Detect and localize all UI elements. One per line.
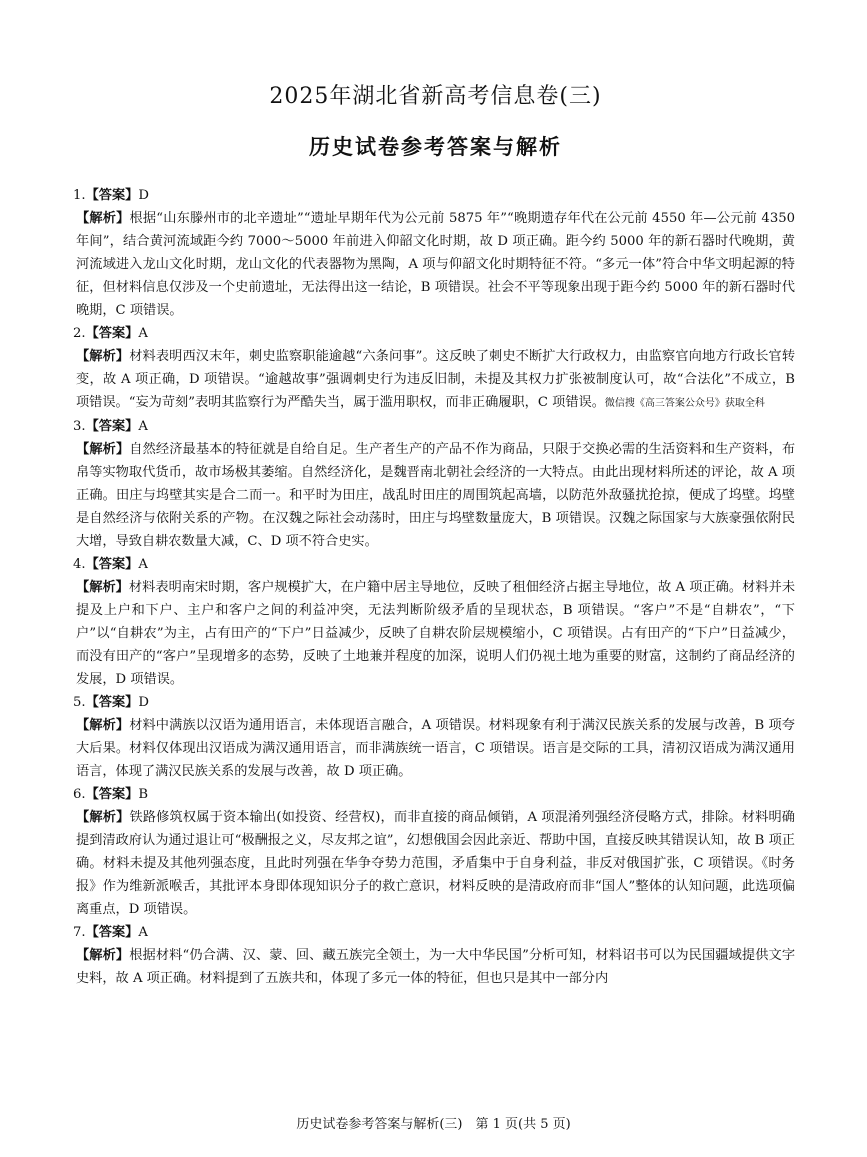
analysis-text: 自然经济最基本的特征就是自给自足。生产者生产的产品不作为商品，只限于交换必需的生活资料和生产资料，布帛等实物取代货币，故市场极其萎缩。自然经济化，是魏晋南北朝社会经济的一大特点。由此出现材料所述的评论，故 A 项正确。田庄与坞壁其实是合二而一。和平时为田庄，战乱时田庄的周围筑起高墙，以防范外敌骚扰抢掠，便成了坞壁。坞壁是自然经济与依附关系的产物。在汉魏之际社会动荡时，田庄与坞壁数量庞大，B 项错误。汉魏之际国家与大族豪强依附民大增，导致自耕农数量大减，C、D 项不符合史实。 [76,442,796,549]
page-title: 2025年湖北省新高考信息卷(三) [269,84,602,109]
analysis-paragraph [76,714,795,783]
answer-label: 【答案】 [85,695,139,710]
answer-line [73,783,795,806]
answer-line [73,322,795,345]
question-number: 1. [73,188,86,203]
answer-value: B [138,787,149,802]
question-number: 5. [73,695,86,710]
answer-item-4 [73,553,796,691]
answer-label: 【答案】 [85,419,139,434]
analysis-label: 【解析】 [76,211,130,226]
answer-item-3 [73,415,796,553]
answer-label: 【答案】 [85,787,139,802]
answer-line [73,184,795,207]
question-number: 7. [73,925,86,940]
analysis-label: 【解析】 [76,349,130,364]
analysis-text: 材料表明西汉末年，刺史监察职能逾越“六条问事”。这反映了刺史不断扩大行政权力，由监察官向地方行政长官转变，故 A 项正确，D 项错误。“逾越故事”强调刺史行为违反旧制，未提及其权力扩张被制度认可，故“合法化”不成立，B 项错误。“妄为苛刻”表明其监察行为严酷失当，属于滥用职权，而非正确履职，C 项错误。 [76,349,796,410]
answer-label: 【答案】 [85,557,139,572]
answers-list [73,184,796,990]
analysis-paragraph [76,576,795,691]
analysis-paragraph [76,438,795,553]
answer-value: D [138,695,149,710]
page-subtitle: 历史试卷参考答案与解析 [309,135,562,159]
answer-line [73,921,795,944]
analysis-text: 材料表明南宋时期，客户规模扩大，在户籍中居主导地位，反映了租佃经济占据主导地位，故 A 项正确。材料并未提及上户和下户、主户和客户之间的利益冲突，无法判断阶级矛盾的呈现状态，B 项错误。“客户”不是“自耕农”，“下户”以“自耕农”为主，占有田产的“下户”日益减少，反映了自耕农阶层规模缩小，C 项错误。占有田产的“下户”日益减少，而没有田产的“客户”呈现增多的态势，反映了土地兼并程度的加深，说明人们仍视土地为重要的财富，这制约了商品经济的发展，D 项错误。 [76,580,796,687]
question-number: 6. [73,787,86,802]
answer-label: 【答案】 [85,326,139,341]
answer-value: D [138,188,149,203]
answer-value: A [138,925,148,940]
analysis-paragraph [76,345,795,415]
analysis-paragraph [76,207,795,322]
answer-item-6 [73,783,795,921]
answer-item-2 [73,322,796,415]
analysis-paragraph [76,806,795,921]
answer-value: A [138,557,148,572]
page-footer: 历史试卷参考答案与解析(三) 第 1 页(共 5 页) [296,1117,571,1132]
analysis-label: 【解析】 [76,948,130,963]
analysis-label: 【解析】 [76,718,130,733]
analysis-label: 【解析】 [76,810,130,825]
analysis-text: 根据材料“仍合满、汉、蒙、回、藏五族完全领土，为一大中华民国”分析可知，材料诏书可以为民国疆域提供文字史料，故 A 项正确。材料提到了五族共和，体现了多元一体的特征，但也只是其中一部分内 [76,948,796,986]
answer-line [73,691,795,714]
answer-line [73,415,795,438]
answer-label: 【答案】 [85,925,139,940]
analysis-label: 【解析】 [76,442,130,457]
answer-value: A [138,419,148,434]
question-number: 3. [73,419,86,434]
answer-item-5 [73,691,795,783]
question-number: 4. [73,557,86,572]
answer-item-7 [73,921,796,990]
question-number: 2. [73,326,86,341]
analysis-label: 【解析】 [76,580,129,595]
answer-label: 【答案】 [85,188,139,203]
promo-note: 微信搜《高三答案公众号》获取全科 [604,398,765,409]
analysis-text: 铁路修筑权属于资本输出(如投资、经营权)，而非直接的商品倾销，A 项混淆列强经济侵略方式，排除。材料明确提到清政府认为通过退让可“极酬报之义，尽友邦之谊”，幻想俄国会因此亲近、帮助中国，直接反映其错误认知，故 B 项正确。材料未提及其他列强态度，且此时列强在华争夺势力范围，矛盾集中于自身利益，非反对俄国扩张，C 项错误。《时务报》作为维新派喉舌，其批评本身即体现知识分子的救亡意识，材料反映的是清政府而非“国人”整体的认知问题，此选项偏离重点，D 项错误。 [76,810,795,917]
answer-item-1 [73,184,795,322]
analysis-paragraph [76,944,795,990]
analysis-text: 根据“山东滕州市的北辛遗址”“遗址早期年代为公元前 5875 年”“晚期遗存年代在公元前 4550 年—公元前 4350 年间”，结合黄河流域距今约 7000～5000 年前进入仰韶文化时期，故 D 项正确。距今约 5000 年的新石器时代晚期，黄河流域进入龙山文化时期，龙山文化的代表器物为黑陶，A 项与仰韶文化时期特征不符。“多元一体”符合中华文明起源的特征，但材料信息仅涉及一个史前遗址，无法得出这一结论，B 项错误。社会不平等现象出现于距今约 5000 年的新石器时代晚期，C 项错误。 [76,211,795,318]
answer-value: A [138,326,148,341]
answer-line [73,553,795,576]
analysis-text: 材料中满族以汉语为通用语言，未体现语言融合，A 项错误。材料现象有利于满汉民族关系的发展与改善，B 项夸大后果。材料仅体现出汉语成为满汉通用语言，而非满族统一语言，C 项错误。语言是交际的工具，清初汉语成为满汉通用语言，体现了满汉民族关系的发展与改善，故 D 项正确。 [76,718,795,779]
